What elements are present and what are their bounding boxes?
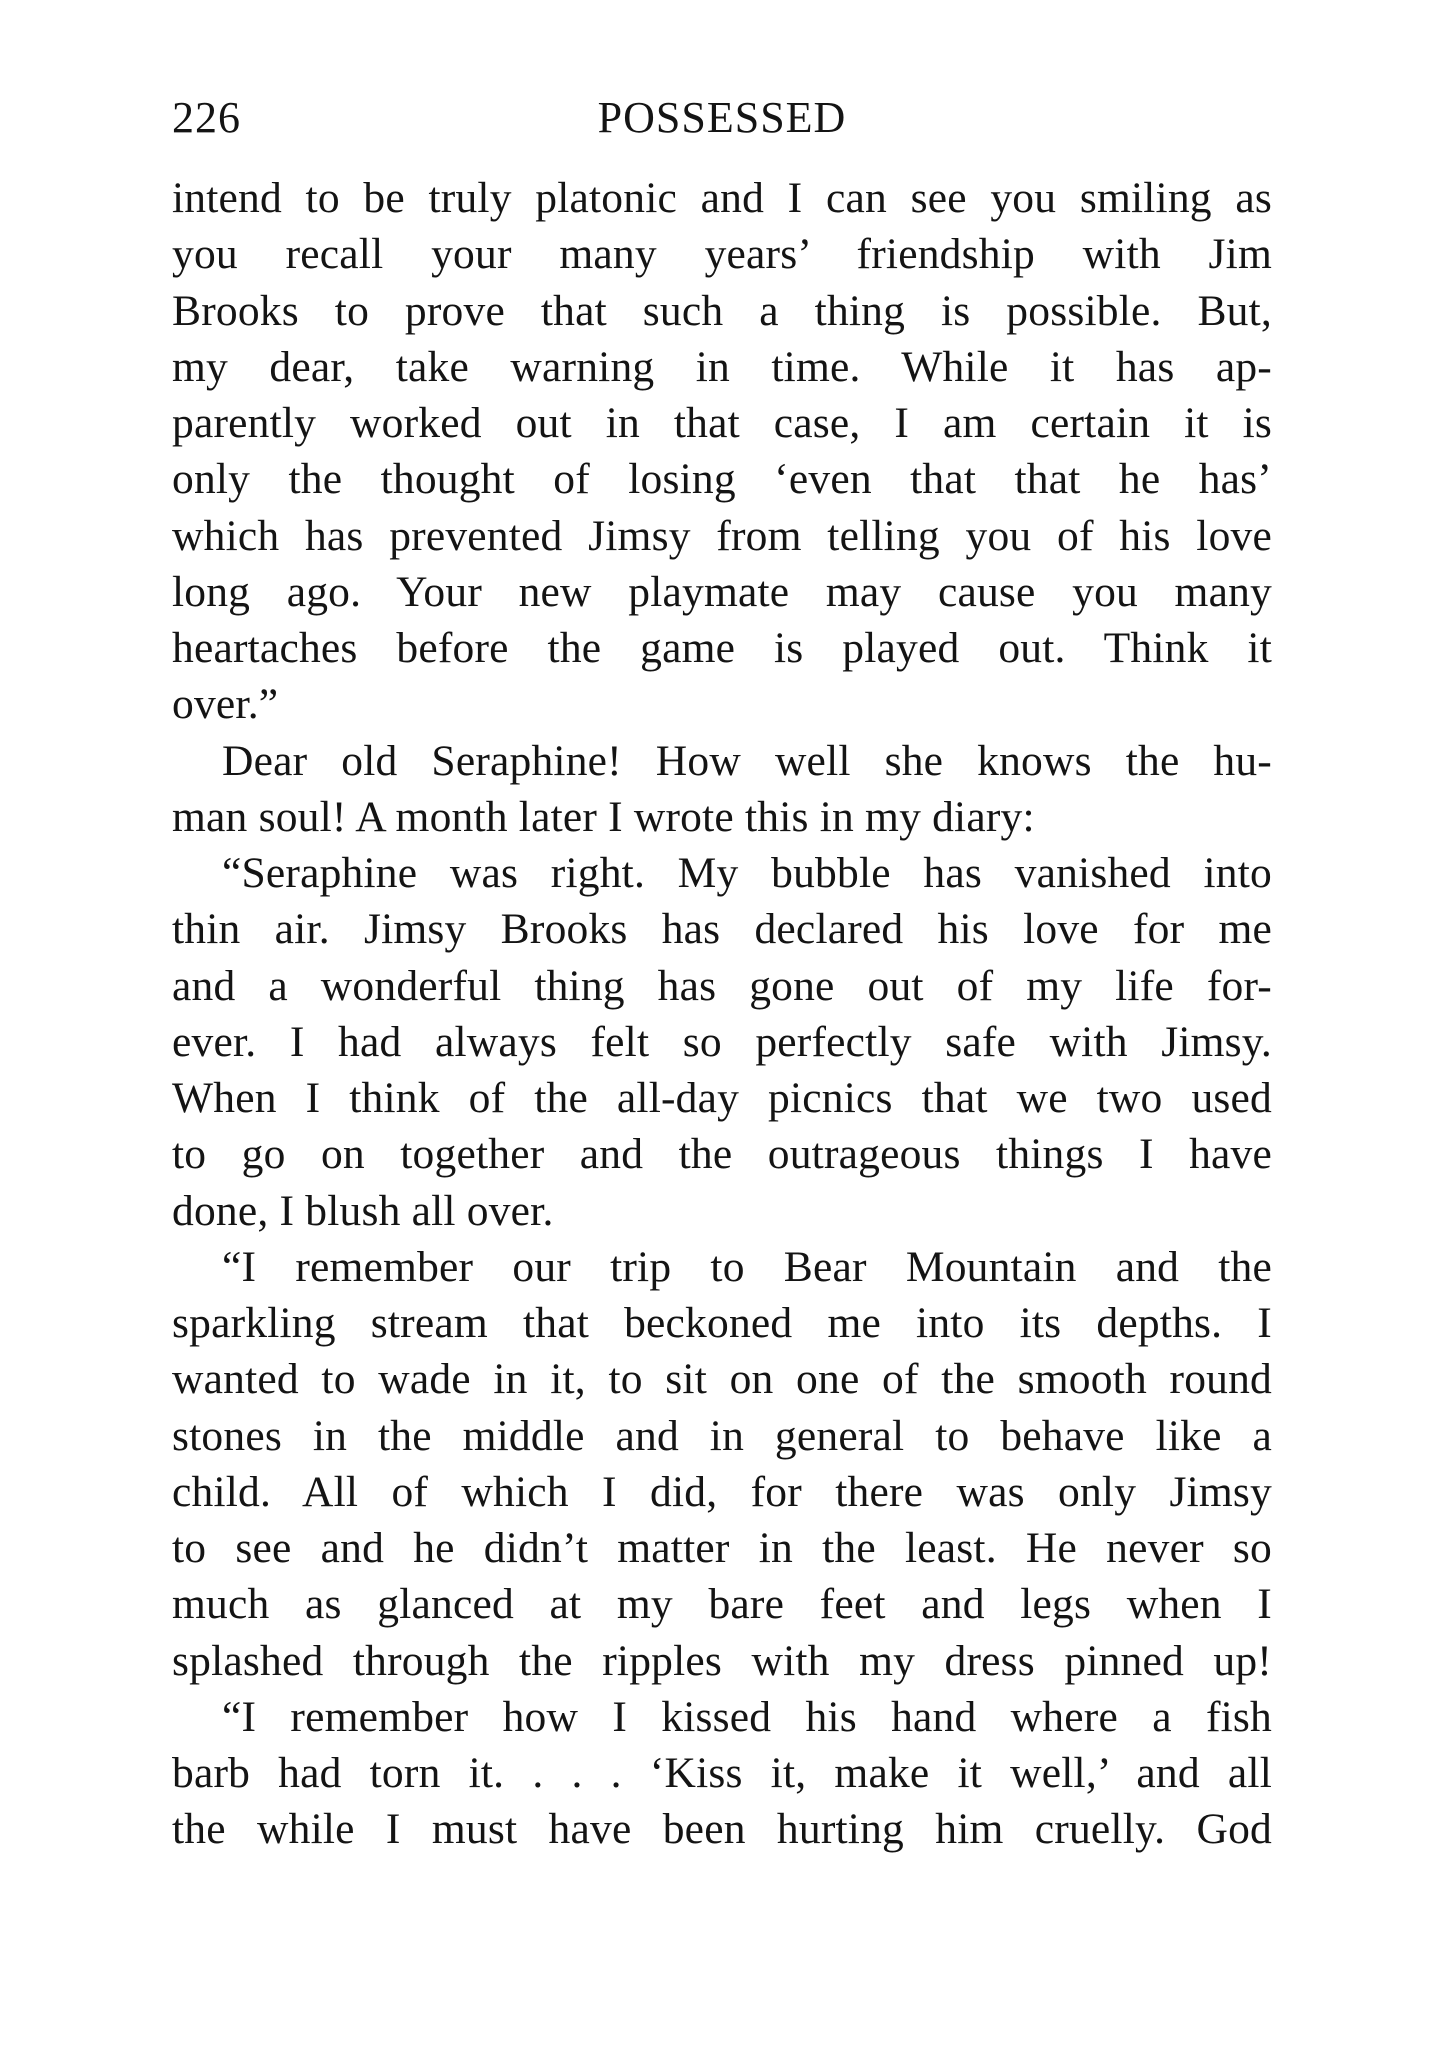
text-line: ever. I had always felt so perfectly safe with Jimsy. <box>172 1017 1272 1066</box>
text-line: “Seraphine was right. My bubble has vanished into <box>222 849 1272 897</box>
text-line: the while I must have been hurting him cruelly. God <box>172 1805 1272 1854</box>
body-text <box>172 170 1272 1858</box>
text-line: to see and he didn’t matter in the least. He never so <box>172 1524 1272 1572</box>
text-line: only the thought of losing ‘even that that he has’ <box>172 455 1272 504</box>
text-line: heartaches before the game is played out. Think it <box>172 624 1272 672</box>
text-line: sparkling stream that beckoned me into its depths. I <box>172 1299 1272 1347</box>
text-line: Brooks to prove that such a thing is possible. But, <box>172 286 1272 335</box>
running-title: POSSESSED <box>597 93 847 142</box>
text-line: over.” <box>172 680 279 729</box>
text-line: you recall your many years’ friendship with Jim <box>172 230 1272 279</box>
text-line: long ago. Your new playmate may cause you many <box>172 567 1272 616</box>
text-line: man soul! A month later I wrote this in my diary: <box>172 792 1035 841</box>
text-line: When I think of the all-day picnics that we two used <box>172 1074 1272 1122</box>
text-line: which has prevented Jimsy from telling you of his love <box>172 511 1272 560</box>
text-line: intend to be truly platonic and I can see you smiling as <box>172 174 1272 222</box>
text-line: wanted to wade in it, to sit on one of the smooth round <box>172 1355 1272 1404</box>
text-line: and a wonderful thing has gone out of my life for- <box>172 961 1272 1010</box>
text-line: barb had torn it. . . . ‘Kiss it, make it well,’ and all <box>172 1749 1272 1797</box>
text-line: “I remember how I kissed his hand where a fish <box>222 1692 1272 1741</box>
text-line: child. All of which I did, for there was only Jimsy <box>172 1467 1272 1516</box>
text-line: to go on together and the outrageous things I have <box>172 1130 1272 1179</box>
page-number: 226 <box>172 93 241 142</box>
text-line: Dear old Seraphine! How well she knows the hu- <box>222 736 1272 785</box>
text-line: done, I blush all over. <box>172 1186 554 1235</box>
text-line: thin air. Jimsy Brooks has declared his love for me <box>172 905 1272 954</box>
text-line: much as glanced at my bare feet and legs when I <box>172 1580 1272 1629</box>
text-line: “I remember our trip to Bear Mountain and the <box>222 1242 1272 1291</box>
text-line: splashed through the ripples with my dress pinned up! <box>172 1636 1272 1685</box>
text-line: stones in the middle and in general to behave like a <box>172 1411 1272 1460</box>
text-line: my dear, take warning in time. While it has ap- <box>172 342 1272 391</box>
page-header <box>172 88 1272 148</box>
text-line: parently worked out in that case, I am certain it is <box>172 399 1272 447</box>
